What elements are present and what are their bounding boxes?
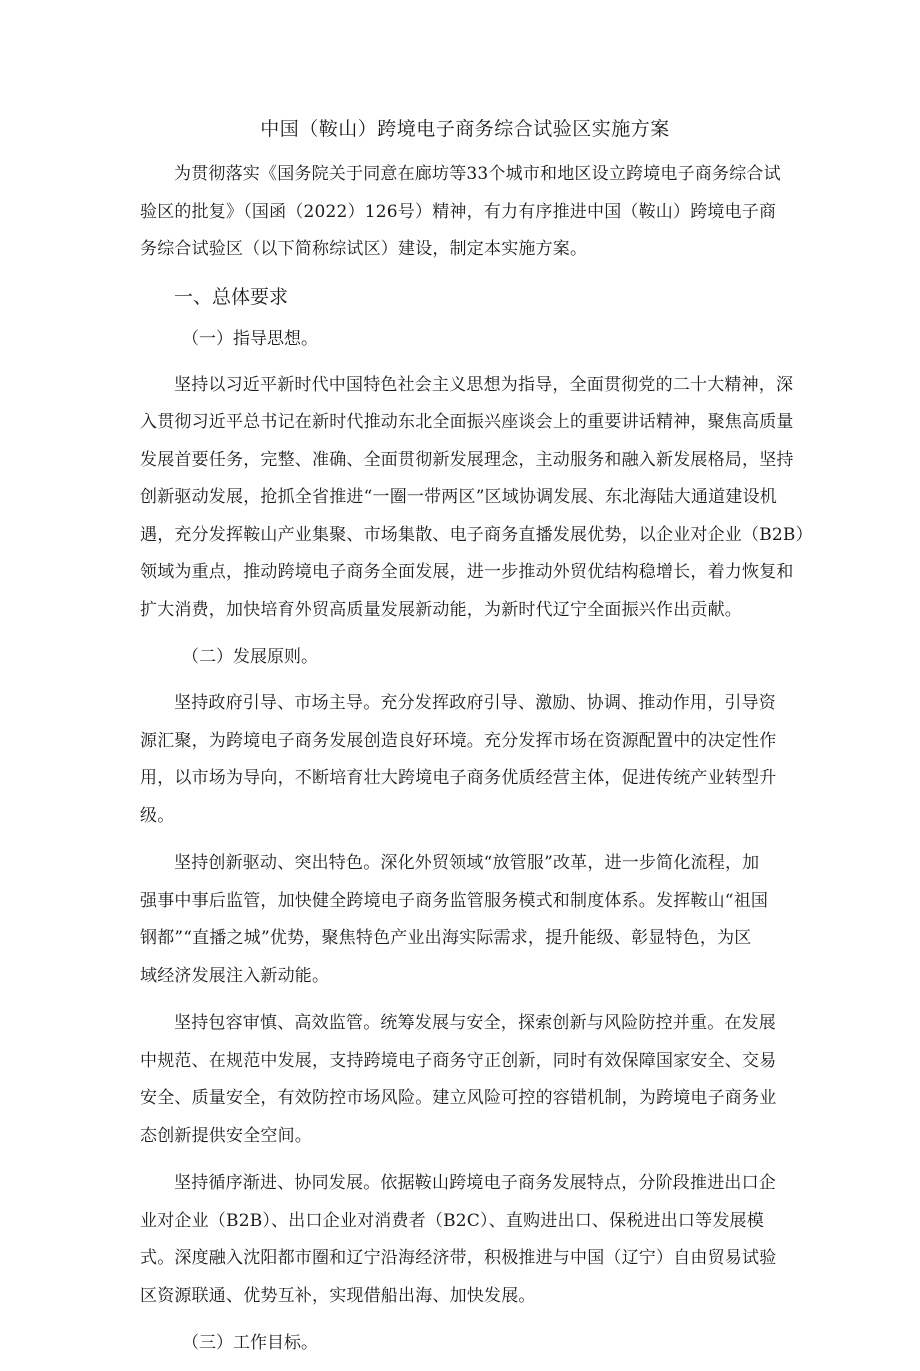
paragraph-line: 中规范、在规范中发展，支持跨境电子商务守正创新，同时有效保障国家安全、交易 [140,1050,777,1071]
paragraph-line: 态创新提供安全空间。 [140,1125,312,1146]
intro-line: 务综合试验区（以下简称综试区）建设，制定本实施方案。 [140,239,588,259]
paragraph-line: 领域为重点，推动跨境电子商务全面发展，进一步推动外贸优结构稳增长，着力恢复和 [140,562,794,582]
document-page [140,112,813,1371]
paragraph-line: 坚持创新驱动、突出特色。深化外贸领域“放管服”改革，进一步简化流程，加 [174,853,760,873]
paragraph-line: 钢都”“直播之城”优势，聚焦特色产业出海实际需求，提升能级、彰显特色，为区 [140,928,752,948]
paragraph-line: 发展首要任务，完整、准确、全面贯彻新发展理念，主动服务和融入新发展格局，坚持 [140,449,794,470]
subsection-heading-principles: （二）发展原则。 [182,647,318,667]
principle-paragraph [140,1005,790,1155]
paragraph-line: 级。 [140,805,175,826]
paragraph-line: 安全、质量安全，有效防控市场风险。建立风险可控的容错机制，为跨境电子商务业 [140,1088,777,1108]
intro-paragraph [140,156,790,269]
paragraph-line: 坚持循序渐进、协同发展。依据鞍山跨境电子商务发展特点，分阶段推进出口企 [174,1173,776,1193]
paragraph-line: 用，以市场为导向，不断培育壮大跨境电子商务优质经营主体，促进传统产业转型升 [140,768,777,788]
document-title: 中国（鞍山）跨境电子商务综合试验区实施方案 [260,118,670,140]
paragraph-line: 域经济发展注入新动能。 [140,965,330,986]
principle-paragraph [140,845,790,995]
subsection-heading-guiding-ideology: （一）指导思想。 [182,328,318,349]
paragraph-line: 扩大消费，加快培育外贸高质量发展新动能，为新时代辽宁全面振兴作出贡献。 [140,599,742,620]
paragraph-line: 坚持包容审慎、高效监管。统筹发展与安全，探索创新与风险防控并重。在发展 [174,1013,776,1033]
paragraph-line: 创新驱动发展，抢抓全省推进“一圈一带两区”区域协调发展、东北海陆大通道建设机 [140,487,777,507]
paragraph-line: 业对企业（B2B）、出口企业对消费者（B2C）、直购进出口、保税进出口等发展模 [140,1210,764,1231]
paragraph-line: 源汇聚，为跨境电子商务发展创造良好环境。充分发挥市场在资源配置中的决定性作 [140,730,777,751]
paragraph-line: 入贯彻习近平总书记在新时代推动东北全面振兴座谈会上的重要讲话精神，聚焦高质量 [140,412,794,432]
paragraph-line: 坚持以习近平新时代中国特色社会主义思想为指导，全面贯彻党的二十大精神，深 [174,374,794,395]
section-heading-general-requirements: 一、总体要求 [174,285,289,308]
guiding-ideology-paragraph [140,367,813,630]
principle-paragraph [140,1165,790,1315]
paragraph-line: 区资源联通、优势互补，实现借船出海、加快发展。 [140,1285,536,1306]
principle-paragraph [140,685,790,835]
intro-line: 为贯彻落实《国务院关于同意在廊坊等33个城市和地区设立跨境电子商务综合试 [174,164,781,184]
paragraph-line: 式。深度融入沈阳都市圈和辽宁沿海经济带，积极推进与中国（辽宁）自由贸易试验 [140,1248,777,1268]
paragraph-line: 遇，充分发挥鞍山产业集聚、市场集散、电子商务直播发展优势，以企业对企业（B2B） [140,524,813,545]
paragraph-line: 强事中事后监管，加快健全跨境电子商务监管服务模式和制度体系。发挥鞍山“祖国 [140,890,769,911]
subsection-heading-work-goals: （三）工作目标。 [182,1333,318,1353]
paragraph-line: 坚持政府引导、市场主导。充分发挥政府引导、激励、协调、推动作用，引导资 [174,693,776,713]
intro-line: 验区的批复》（国函（2022）126号）精神，有力有序推进中国（鞍山）跨境电子商 [140,201,777,222]
